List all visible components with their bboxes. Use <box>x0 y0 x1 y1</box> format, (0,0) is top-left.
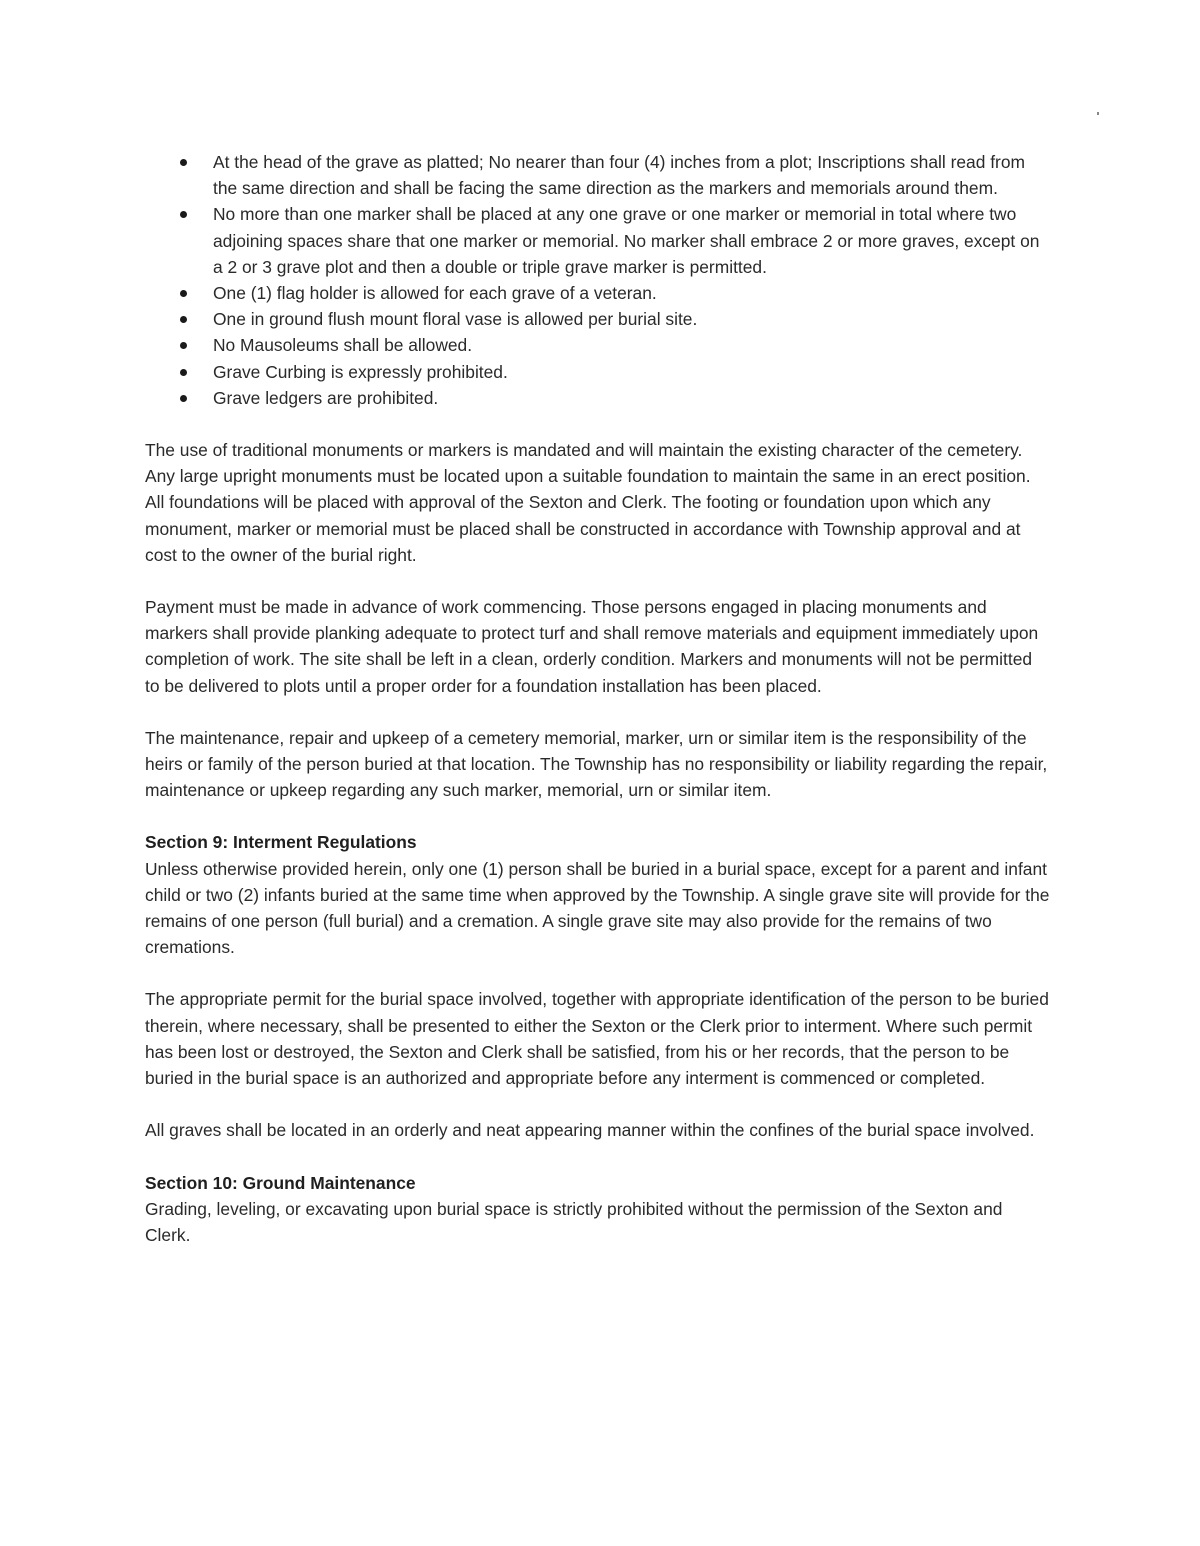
list-item <box>145 201 1050 280</box>
list-item-text: One (1) flag holder is allowed for each grave of a veteran. <box>213 283 657 304</box>
bullet-icon <box>180 395 187 402</box>
monuments-paragraph: The use of traditional monuments or markers is mandated and will maintain the existing character of the cemetery. Any large upright monuments must be located upon a suitable foundation to maintain the same in an erect position. All foundations will be placed with approval of the Sexton and Clerk. The footing or foundation upon which any monument, marker or memorial must be placed shall be constructed in accordance with Township approval and at cost to the owner of the burial right. <box>145 440 1031 565</box>
section-10-heading: Section 10: Ground Maintenance <box>145 1172 416 1193</box>
section-9-heading: Section 9: Interment Regulations <box>145 832 417 853</box>
list-item-text: No Mausoleums shall be allowed. <box>213 335 473 356</box>
bullet-icon <box>180 159 187 166</box>
list-item-text: One in ground flush mount floral vase is allowed per burial site. <box>213 309 698 330</box>
list-item-text: Grave ledgers are prohibited. <box>213 387 439 408</box>
list-item-text: Grave Curbing is expressly prohibited. <box>213 361 508 382</box>
section-9-paragraph-2: The appropriate permit for the burial space involved, together with appropriate identification of the person to be buried therein, where necessary, shall be presented to either the Sexton or the Clerk prior to interment. Where such permit has been lost or destroyed, the Sexton and Clerk shall be satisfied, from his or her records, that the person to be buried in the burial space is an authorized and appropriate before any interment is commenced or completed. <box>145 989 1049 1089</box>
scan-speck <box>1097 112 1099 115</box>
bullet-icon <box>180 342 187 349</box>
spacer <box>145 411 1050 437</box>
bullet-icon <box>180 369 187 376</box>
section-9-paragraph-3: All graves shall be located in an orderly and neat appearing manner within the confines of the burial space involved. <box>145 1120 1035 1141</box>
spacer <box>145 1144 1050 1170</box>
list-item <box>145 280 1050 306</box>
bullet-icon <box>180 211 187 218</box>
marker-rules-list <box>145 149 1050 411</box>
list-item <box>145 359 1050 385</box>
list-item <box>145 332 1050 358</box>
spacer <box>145 960 1050 986</box>
payment-paragraph: Payment must be made in advance of work commencing. Those persons engaged in placing monuments and markers shall provide planking adequate to protect turf and shall remove materials and equipment immediately upon completion of work. The site shall be left in a clean, orderly condition. Markers and monuments will not be permitted to be delivered to plots until a proper order for a foundation installation has been placed. <box>145 597 1039 696</box>
list-item-text: No more than one marker shall be placed at any one grave or one marker or memorial in total where two adjoining spaces share that one marker or memorial. No marker shall embrace 2 or more graves, except on a 2 or 3 grave plot and then a double or triple grave marker is permitted. <box>213 204 1040 277</box>
list-item <box>145 306 1050 332</box>
maintenance-paragraph: The maintenance, repair and upkeep of a cemetery memorial, marker, urn or similar item is the responsibility of the heirs or family of the person buried at that location. The Township has no responsibility or liability regarding the repair, maintenance or upkeep regarding any such marker, memorial, urn or similar item. <box>145 727 1048 801</box>
list-item <box>145 385 1050 411</box>
bullet-icon <box>180 290 187 297</box>
spacer <box>145 568 1050 594</box>
document-body <box>145 149 1050 1248</box>
bullet-icon <box>180 316 187 323</box>
list-item <box>145 149 1050 201</box>
list-item-text: At the head of the grave as platted; No nearer than four (4) inches from a plot; Inscriptions shall read from the same direction and shall be facing the same direction as the markers and memorials around them. <box>213 152 1025 199</box>
section-10-paragraph-1: Grading, leveling, or excavating upon burial space is strictly prohibited without the permission of the Sexton and Clerk. <box>145 1198 1003 1245</box>
spacer <box>145 803 1050 829</box>
spacer <box>145 699 1050 725</box>
section-9-paragraph-1: Unless otherwise provided herein, only one (1) person shall be buried in a burial space, except for a parent and infant child or two (2) infants buried at the same time when approved by the Township. A single grave site will provide for the remains of one person (full burial) and a cremation. A single grave site may also provide for the remains of two cremations. <box>145 858 1050 958</box>
spacer <box>145 1091 1050 1117</box>
